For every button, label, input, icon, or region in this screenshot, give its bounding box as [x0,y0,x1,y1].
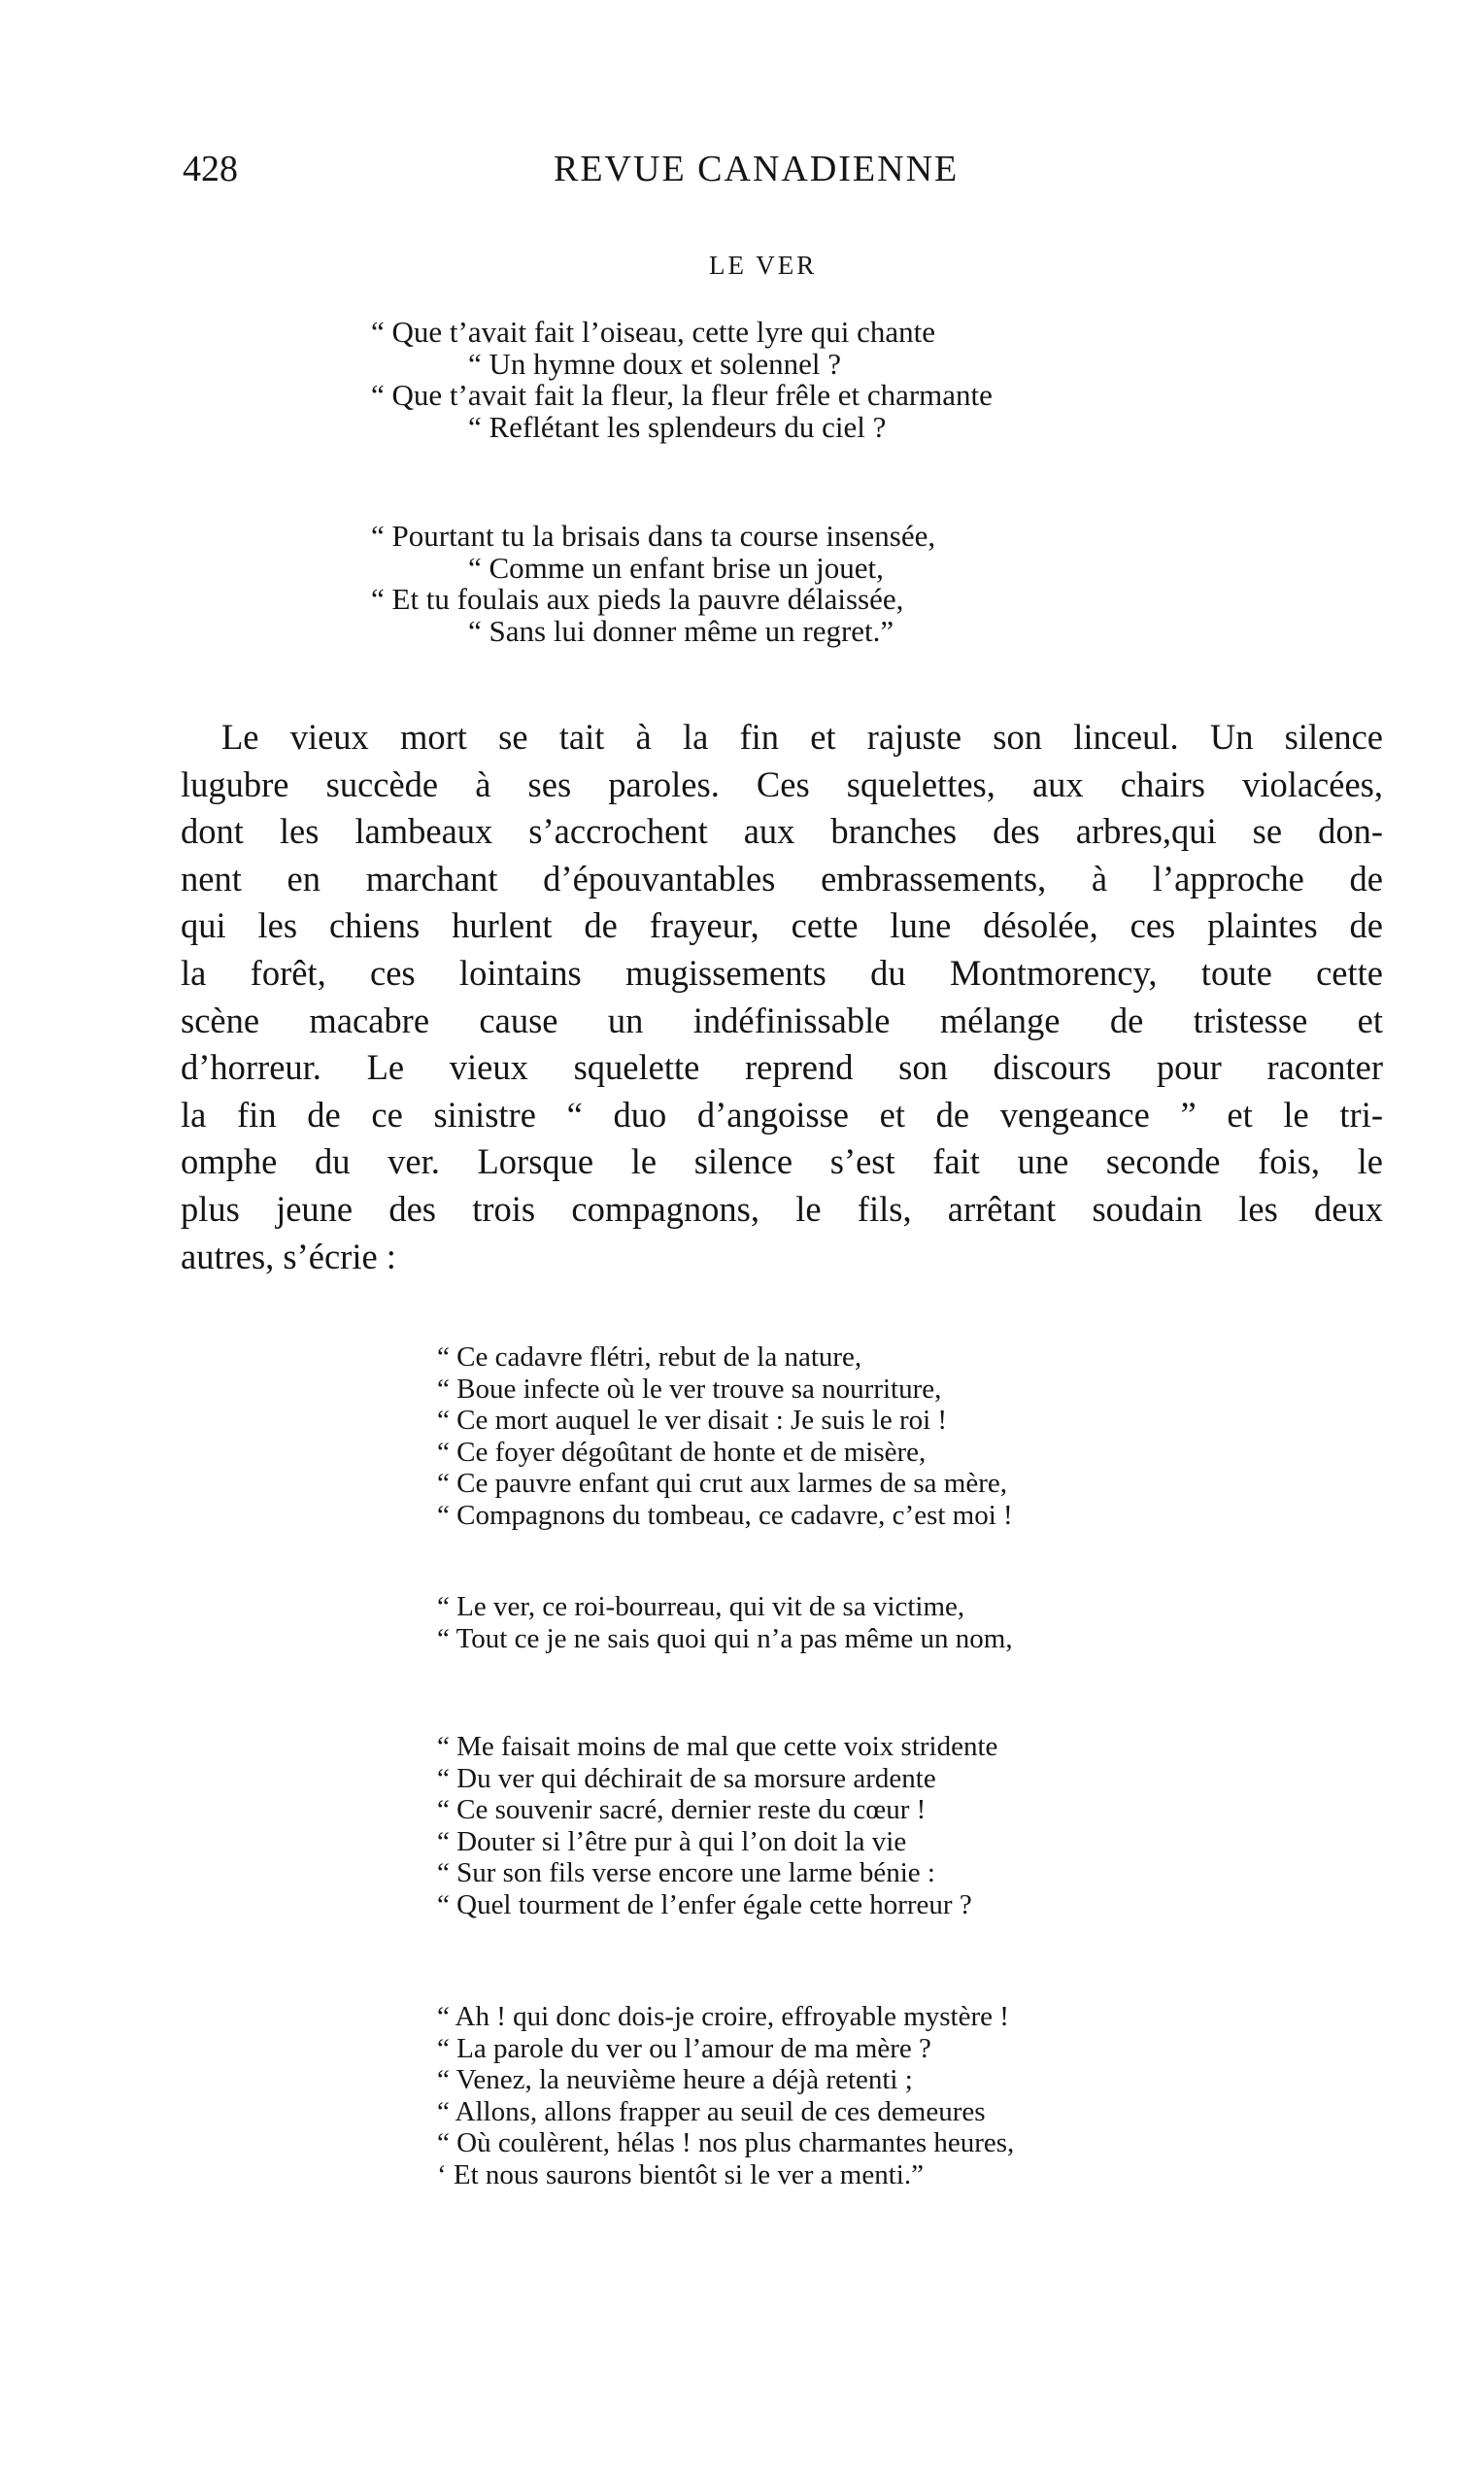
prose-line: la forêt, ces lointains mugissements du Montmorency, toute cette [181,952,1383,993]
verse-line: “ Sur son fils verse encore une larme bénie : [437,1857,935,1889]
verse-line: “ Ce souvenir sacré, dernier reste du cœur ! [437,1794,927,1826]
stanza-5 [437,1731,997,1921]
verse-line: “ Compagnons du tombeau, ce cadavre, c’est moi ! [437,1499,1013,1531]
verse-line: “ Ce pauvre enfant qui crut aux larmes de sa mère, [437,1468,1007,1500]
verse-line: “ Ce mort auquel le ver disait : Je suis le roi ! [437,1405,948,1437]
verse-line: “ Allons, allons frapper au seuil de ces demeures [437,2095,986,2127]
page-number: 428 [183,149,238,189]
stanza-4 [437,1591,1013,1654]
stanza-3 [437,1341,1013,1532]
verse-line: “ La parole du ver ou l’amour de ma mère ? [437,2032,931,2064]
prose-line: d’horreur. Le vieux squelette reprend son discours pour raconter [181,1047,1383,1088]
prose-line: la fin de ce sinistre “ duo d’angoisse et de vengeance ” et le tri- [181,1094,1383,1135]
prose-line: omphe du ver. Lorsque le silence s’est fait une seconde fois, le [181,1141,1383,1182]
verse-line: “ Ce foyer dégoûtant de honte et de misère, [437,1436,927,1468]
verse-line: “ Quel tourment de l’enfer égale cette horreur ? [437,1888,972,1920]
verse-line: “ Sans lui donner même un regret.” [468,613,894,648]
prose-line: plus jeune des trois compagnons, le fils, arrêtant soudain les deux [181,1188,1383,1229]
verse-line: “ Le ver, ce roi-bourreau, qui vit de sa victime, [437,1591,965,1622]
verse-line: “ Que t’avait fait la fleur, la fleur frêle et charmante [371,378,993,412]
running-title: REVUE CANADIENNE [554,149,960,189]
verse-line: “ Pourtant tu la brisais dans ta course insensée, [371,519,936,553]
verse-line: “ Et tu foulais aux pieds la pauvre délaissée, [371,582,904,616]
verse-line: “ Reflétant les splendeurs du ciel ? [468,409,887,444]
verse-line: “ Me faisait moins de mal que cette voix stridente [437,1731,998,1762]
prose-line: autres, s’écrie : [181,1236,396,1276]
verse-line: “ Boue infecte où le ver trouve sa nourriture, [437,1373,942,1405]
prose-line: lugubre succède à ses paroles. Ces squelettes, aux chairs violacées, [181,763,1383,804]
verse-line: “ Que t’avait fait l’oiseau, cette lyre qui chante [371,315,935,349]
verse-line: “ Douter si l’être pur à qui l’on doit la vie [437,1825,907,1857]
verse-line: “ Un hymne doux et solennel ? [468,346,841,381]
prose-line: scène macabre cause un indéfinissable mélange de tristesse et [181,1000,1383,1040]
verse-line: “ Ah ! qui donc dois-je croire, effroyable mystère ! [437,2001,1009,2032]
section-title: LE VER [709,251,818,280]
stanza-2 [371,521,935,647]
verse-line: ‘ Et nous saurons bientôt si le ver a menti.” [437,2158,924,2190]
verse-line: “ Où coulèrent, hélas ! nos plus charmantes heures, [437,2127,1015,2159]
stanza-6 [437,2001,1014,2191]
prose-line: nent en marchant d’épouvantables embrassements, à l’approche de [181,858,1383,899]
verse-line: “ Venez, la neuvième heure a déjà retenti ; [437,2064,913,2096]
stanza-1 [371,317,993,443]
prose-line: dont les lambeaux s’accrochent aux branches des arbres,qui se don- [181,811,1383,852]
verse-line: “ Ce cadavre flétri, rebut de la nature, [437,1341,862,1373]
prose-line: Le vieux mort se tait à la fin et rajuste son linceul. Un silence [221,717,1383,757]
verse-line: “ Tout ce je ne sais quoi qui n’a pas même un nom, [437,1622,1013,1654]
prose-paragraph [181,714,1383,1280]
verse-line: “ Comme un enfant brise un jouet, [468,550,884,585]
prose-line: qui les chiens hurlent de frayeur, cette lune désolée, ces plaintes de [181,905,1383,946]
verse-line: “ Du ver qui déchirait de sa morsure ardente [437,1762,936,1794]
